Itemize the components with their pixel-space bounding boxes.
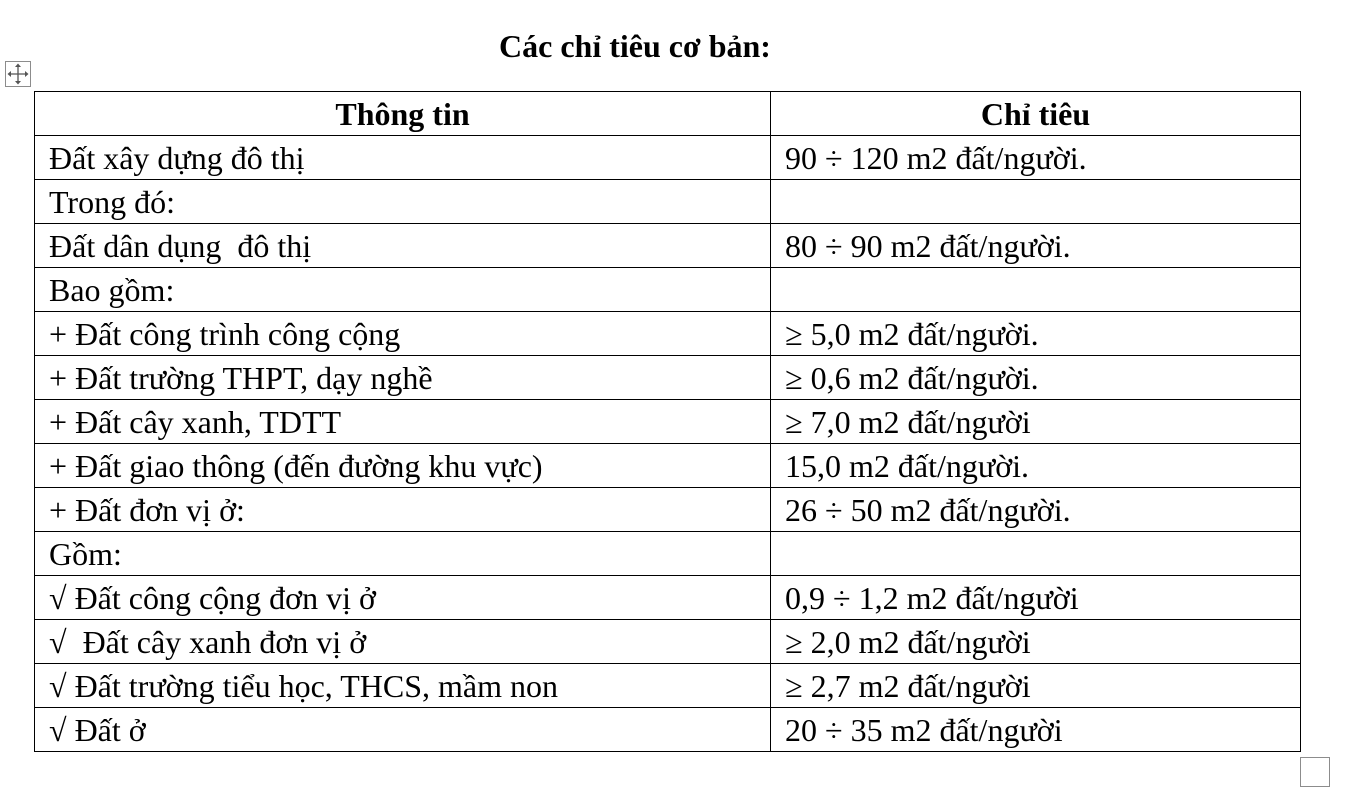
table-row bbox=[35, 620, 1301, 664]
header-info: Thông tin bbox=[35, 92, 771, 136]
table-row bbox=[35, 224, 1301, 268]
table-row bbox=[35, 180, 1301, 224]
cell-info: + Đất giao thông (đến đường khu vực) bbox=[35, 444, 771, 488]
table-row bbox=[35, 576, 1301, 620]
cell-criteria: 26 ÷ 50 m2 đất/người. bbox=[771, 488, 1301, 532]
table-row bbox=[35, 444, 1301, 488]
table-row bbox=[35, 488, 1301, 532]
cell-info: + Đất đơn vị ở: bbox=[35, 488, 771, 532]
cell-criteria bbox=[771, 268, 1301, 312]
document-title: Các chỉ tiêu cơ bản: bbox=[499, 28, 771, 64]
cell-info: √ Đất trường tiểu học, THCS, mầm non bbox=[35, 664, 771, 708]
table-row bbox=[35, 400, 1301, 444]
cell-info: Trong đó: bbox=[35, 180, 771, 224]
cell-info: √ Đất cây xanh đơn vị ở bbox=[35, 620, 771, 664]
cell-criteria: ≥ 0,6 m2 đất/người. bbox=[771, 356, 1301, 400]
cell-info: Bao gồm: bbox=[35, 268, 771, 312]
cell-criteria: 0,9 ÷ 1,2 m2 đất/người bbox=[771, 576, 1301, 620]
table-resize-handle[interactable] bbox=[1300, 757, 1330, 787]
table-row bbox=[35, 708, 1301, 752]
table-row bbox=[35, 268, 1301, 312]
four-arrows-move-icon bbox=[6, 62, 30, 86]
table-row bbox=[35, 356, 1301, 400]
cell-info: Gồm: bbox=[35, 532, 771, 576]
cell-criteria bbox=[771, 180, 1301, 224]
cell-criteria: ≥ 2,0 m2 đất/người bbox=[771, 620, 1301, 664]
cell-info: + Đất trường THPT, dạy nghề bbox=[35, 356, 771, 400]
cell-criteria: 20 ÷ 35 m2 đất/người bbox=[771, 708, 1301, 752]
cell-criteria: ≥ 2,7 m2 đất/người bbox=[771, 664, 1301, 708]
table-header-row bbox=[35, 92, 1301, 136]
table-row bbox=[35, 136, 1301, 180]
criteria-table bbox=[34, 91, 1301, 752]
cell-info: + Đất công trình công cộng bbox=[35, 312, 771, 356]
cell-criteria: 90 ÷ 120 m2 đất/người. bbox=[771, 136, 1301, 180]
cell-info: Đất xây dựng đô thị bbox=[35, 136, 771, 180]
cell-criteria: 15,0 m2 đất/người. bbox=[771, 444, 1301, 488]
table-row bbox=[35, 664, 1301, 708]
cell-info: √ Đất ở bbox=[35, 708, 771, 752]
cell-info: Đất dân dụng đô thị bbox=[35, 224, 771, 268]
table-row bbox=[35, 312, 1301, 356]
cell-criteria bbox=[771, 532, 1301, 576]
header-criteria: Chỉ tiêu bbox=[771, 92, 1301, 136]
cell-criteria: 80 ÷ 90 m2 đất/người. bbox=[771, 224, 1301, 268]
cell-info: + Đất cây xanh, TDTT bbox=[35, 400, 771, 444]
table-row bbox=[35, 532, 1301, 576]
cell-info: √ Đất công cộng đơn vị ở bbox=[35, 576, 771, 620]
cell-criteria: ≥ 7,0 m2 đất/người bbox=[771, 400, 1301, 444]
cell-criteria: ≥ 5,0 m2 đất/người. bbox=[771, 312, 1301, 356]
table-move-handle[interactable] bbox=[5, 61, 31, 87]
